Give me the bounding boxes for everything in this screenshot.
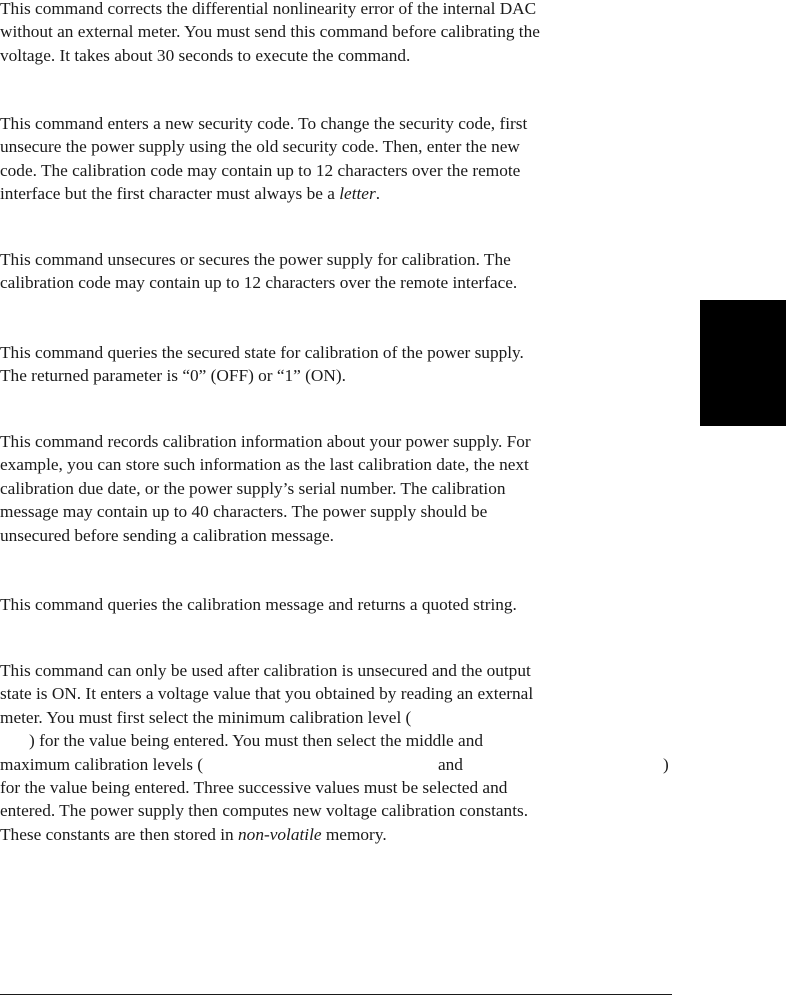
text-line-last — [0, 823, 672, 846]
text-line: meter. You must first select the minimum calibration level ( — [0, 707, 412, 727]
text-line: This command queries the calibration message and returns a quoted string. — [0, 595, 517, 614]
text-line: code. The calibration code may contain up to 12 characters over the remote — [0, 160, 521, 180]
chapter-tab-marker — [700, 300, 786, 426]
text-fragment: ) — [663, 754, 669, 774]
paragraph-message-query — [0, 593, 672, 616]
paragraph-secure-unsecure — [0, 248, 672, 295]
text-line-last — [0, 182, 672, 205]
text-line: The returned parameter is “0” (OFF) or “1” (ON). — [0, 366, 346, 386]
text-line: This command unsecures or secures the power supply for calibration. The — [0, 250, 511, 269]
text-line: This command queries the secured state for calibration of the power supply. — [0, 343, 524, 362]
text-fragment: and — [438, 754, 463, 774]
text-line: This command can only be used after calibration is unsecured and the output — [0, 661, 531, 680]
emphasized-word: non-volatile — [238, 824, 322, 844]
text-line: calibration code may contain up to 12 characters over the remote interface. — [0, 273, 518, 293]
text-fragment: . — [375, 184, 381, 204]
emphasized-word: letter — [339, 184, 376, 204]
text-line: unsecured before sending a calibration message. — [0, 525, 334, 545]
text-fragment: memory. — [321, 824, 387, 844]
footer-rule — [0, 994, 672, 995]
text-line: This command records calibration information about your power supply. For — [0, 432, 531, 451]
text-line — [0, 753, 672, 776]
text-line: example, you can store such information as the last calibration date, the next — [0, 455, 529, 475]
text-line: for the value being entered. Three successive values must be selected and — [0, 778, 508, 798]
paragraph-voltage-value — [0, 659, 672, 846]
text-line: state is ON. It enters a voltage value that you obtained by reading an external — [0, 684, 534, 704]
text-line — [0, 729, 672, 752]
text-line: message may contain up to 40 characters. The power supply should be — [0, 502, 488, 522]
paragraph-security-code — [0, 112, 672, 206]
text-fragment: maximum calibration levels ( — [0, 754, 203, 774]
text-fragment: These constants are then stored in — [0, 824, 239, 844]
text-line: entered. The power supply then computes new voltage calibration constants. — [0, 801, 529, 821]
text-line: voltage. It takes about 30 seconds to execute the command. — [0, 45, 411, 65]
text-fragment: interface but the first character must always be a — [0, 184, 340, 204]
text-fragment: ) for the value being entered. You must then select the middle and — [29, 731, 483, 751]
text-line: without an external meter. You must send this command before calibrating the — [0, 22, 540, 42]
paragraph-calibration-message — [0, 430, 672, 547]
text-line: unsecure the power supply using the old security code. Then, enter the new — [0, 137, 520, 157]
paragraph-dac-correction — [0, 0, 672, 67]
text-line: This command corrects the differential nonlinearity error of the internal DAC — [0, 0, 537, 18]
text-line: This command enters a new security code. To change the security code, first — [0, 114, 528, 133]
paragraph-secured-state-query — [0, 341, 672, 388]
text-line: calibration due date, or the power supply’s serial number. The calibration — [0, 478, 506, 498]
